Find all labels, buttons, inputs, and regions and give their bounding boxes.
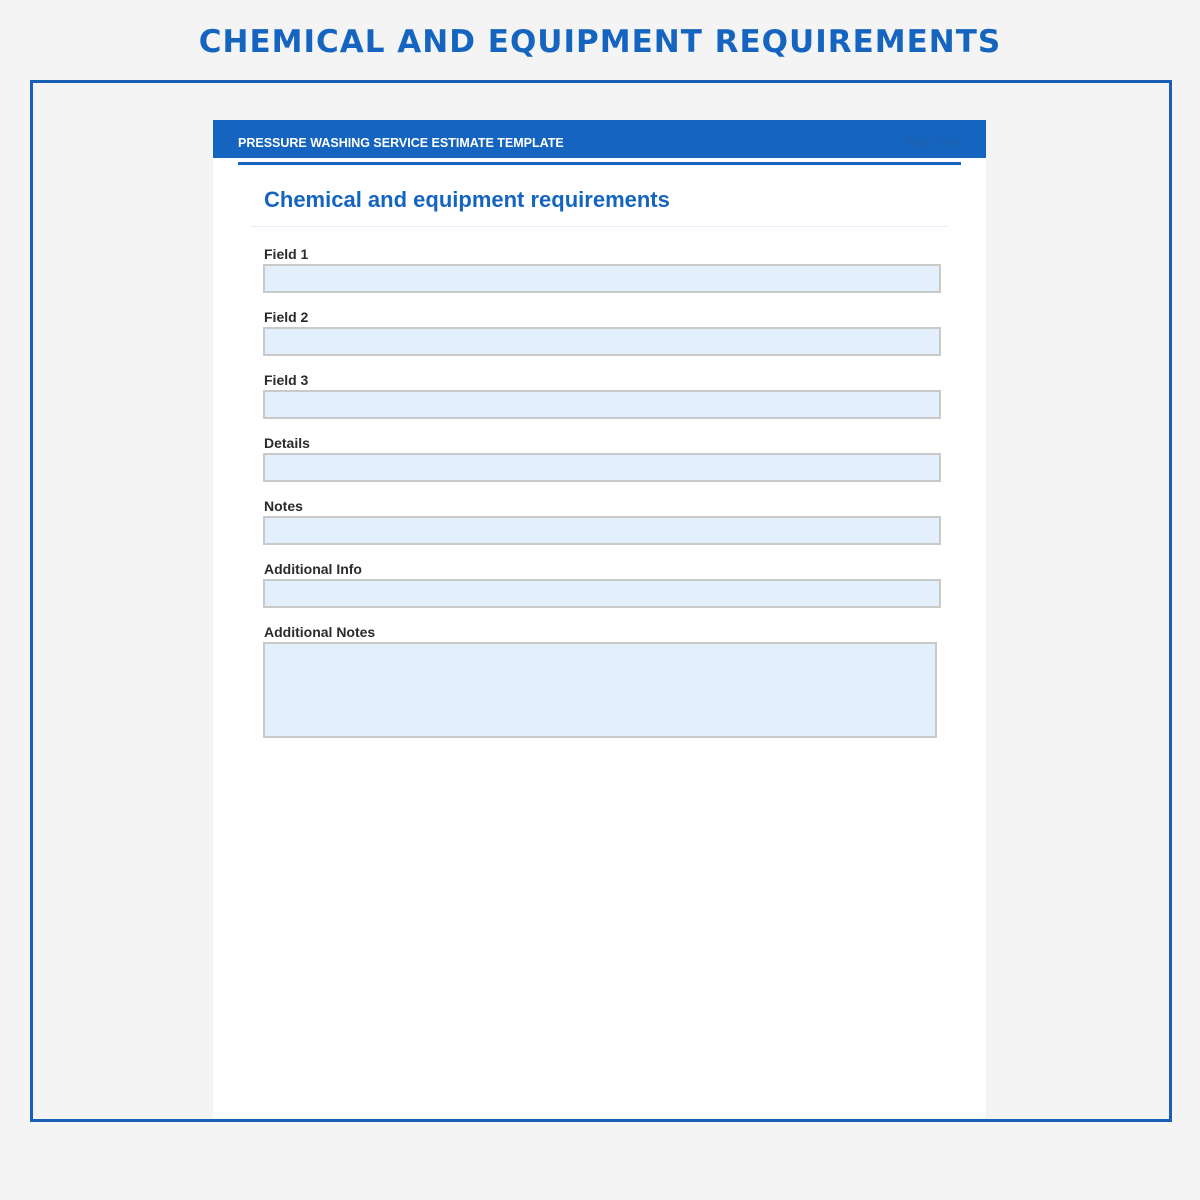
additional-info-label: Additional Info — [264, 561, 362, 577]
page-indicator: Page 3 of 4 — [904, 137, 961, 149]
notes-label: Notes — [264, 498, 303, 514]
document-page — [213, 120, 986, 1118]
document-header-bar — [213, 120, 986, 158]
additional-notes-label: Additional Notes — [264, 624, 376, 640]
details-input[interactable] — [263, 453, 941, 482]
field-2-label: Field 2 — [264, 309, 309, 325]
document-header-title: PRESSURE WASHING SERVICE ESTIMATE TEMPLATE — [238, 136, 564, 150]
field-1-label: Field 1 — [264, 246, 309, 262]
field-1-input[interactable] — [263, 264, 941, 293]
additional-info-input[interactable] — [263, 579, 941, 608]
field-2-input[interactable] — [263, 327, 941, 356]
additional-notes-textarea[interactable] — [263, 642, 937, 738]
field-3-label: Field 3 — [264, 372, 309, 388]
field-3-input[interactable] — [263, 390, 941, 419]
header-divider — [238, 162, 961, 165]
details-label: Details — [264, 435, 310, 451]
section-title: Chemical and equipment requirements — [264, 187, 670, 212]
page-title: CHEMICAL AND EQUIPMENT REQUIREMENTS — [198, 24, 1002, 60]
section-divider — [251, 226, 948, 227]
notes-input[interactable] — [263, 516, 941, 545]
